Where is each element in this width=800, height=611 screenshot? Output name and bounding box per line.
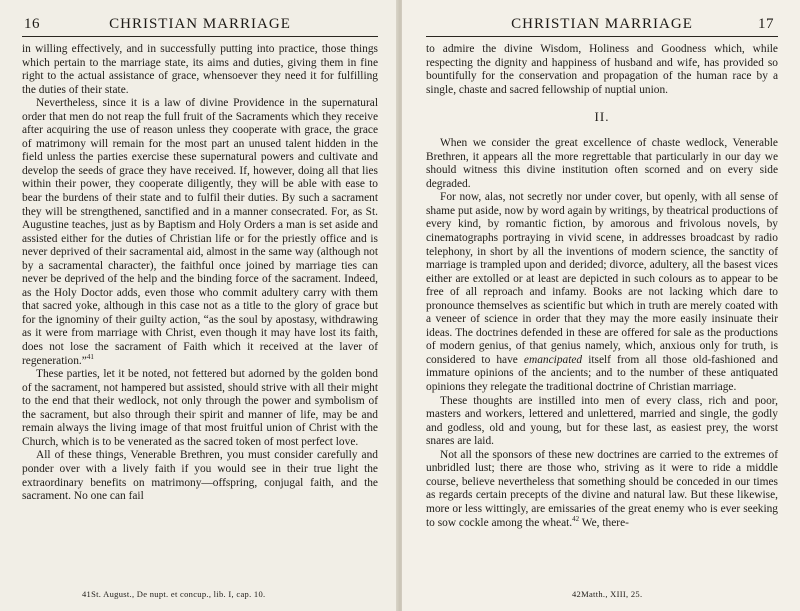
paragraph-text: Not all the sponsors of these new doctrines are carried to the extremes of unbridled lust; there are those who, striving as it were to ride a middle course, believe nevertheless that something should be conceded in our times as regards certain precepts of the divine and natural law. But these likewise, more or less wittingly, are emissaries of the great enemy who is ever seeking to sow cockle among the wheat.: [426, 448, 778, 529]
page-number: 17: [758, 16, 774, 32]
paragraph: in willing effectively, and in successfully putting into practice, those things which pertain to the marriage state, its aims and duties, giving them in fine right to the actual assistance of grace, whensoever they need it for fulfilling the duties of their state.: [22, 43, 378, 96]
right-page-header: [426, 14, 778, 37]
footnote-marker: 41: [86, 352, 94, 361]
paragraph: [426, 449, 778, 530]
paragraph-text: Nevertheless, since it is a law of divine Providence in the supernatural order that men do not reap the full fruit of the Sacraments which they receive after acquiring the use of reason unless they cooperate with grace, the grace of matrimony will remain for the most part an unused talent hidden in the field unless the parties exercise these supernatural powers and cultivate and develop the seeds of grace they have received. If, however, doing all that lies within their power, they cooperate diligently, they will be able with ease to bear the burdens of their state and to fulfil their duties. By such a sacrament they will be strengthened, sanctified and in a manner consecrated. For, as St. Augustine teaches, just as by Baptism and Holy Orders a man is set aside and assisted either for the duties of Christian life or for the priestly office and is never deprived of their sacramental aid, almost in the same way (although not by a sacramental character), the faithful once joined by marriage ties can never be deprived of the help and the binding force of the sacrament. Indeed, as the Holy Doctor adds, even those who commit adultery carry with them that sacred yoke, although in this case not as a title to the glory of grace but for the ignominy of their guilty action, “as the soul by apostasy, withdrawing as it were from marriage with Christ, even though it may have lost its faith, does not lose the sacrament of Faith which it received at the laver of regeneration.”: [22, 97, 378, 367]
paragraph-text: We, there-: [579, 516, 629, 529]
paragraph: [426, 191, 778, 394]
paragraph: All of these things, Venerable Brethren, you must consider carefully and ponder over with a lively faith if you would see in their true light the extraordinary benefits on matrimony—offspring, conjugal faith, and the sacrament. No one can fail: [22, 449, 378, 503]
paragraph-text: For now, alas, not secretly nor under cover, but openly, with all sense of shame put aside, now by word again by writings, by theatrical productions of every kind, by romantic fiction, by amorous and frivolous novels, by cinematographs portraying in vivid scene, in addresses broadcast by radio telephony, in short by all the inventions of modern science, the sanctity of marriage is trampled upon and derided; divorce, adultery, all the basest vices either are extolled or at least are depicted in such colours as to appear to be free of all reproach and infamy. Books are not lacking which dare to pronounce themselves as scientific but which in truth are merely coated with a veneer of science in order that they may the more easily insinuate their ideas. The doctrines defended in these are offered for sale as the productions of modern genius, of that genius namely, which, anxious only for truth, is considered to have: [426, 191, 778, 366]
footnote: 42Matth., XIII, 25.: [572, 589, 643, 599]
left-page-body: [22, 43, 378, 504]
paragraph: When we consider the great excellence of chaste wedlock, Venerable Brethren, it appears all the more regrettable that particularly in our day we should witness this divine institution often scorned and on every side degraded.: [426, 137, 778, 190]
paragraph: These thoughts are instilled into men of every class, rich and poor, masters and workers, lettered and unlettered, married and single, the godly and godless, old and young, but for these last, as easiest prey, the worst snares are laid.: [426, 394, 778, 448]
paragraph: [22, 97, 378, 368]
section-number: II.: [594, 109, 610, 125]
running-title: CHRISTIAN MARRIAGE: [109, 16, 291, 32]
paragraph: These parties, let it be noted, not fettered but adorned by the golden bond of the sacrament, not hampered but assisted, should strive with all their might to the end that their wedlock, not only through the power and symbolism of the sacrament, but also through their spirit and manner of life, may be and remain always the living image of that most fruitful union of Christ with the Church, which is to be venerated as the sacred token of most perfect love.: [22, 368, 378, 448]
right-page: [402, 0, 800, 611]
running-title: CHRISTIAN MARRIAGE: [511, 16, 693, 32]
paragraph: to admire the divine Wisdom, Holiness and Goodness which, while respecting the dignity and happiness of husband and wife, has provided so bountifully for the conservation and propagation of the human race by a single, chaste and sacred fellowship of nuptial union.: [426, 43, 778, 96]
left-page: [0, 0, 398, 611]
right-page-body: [426, 43, 778, 530]
footnote: 41St. August., De nupt. et concup., lib. I, cap. 10.: [82, 589, 266, 599]
page-number: 16: [24, 16, 40, 32]
left-page-header: [22, 14, 378, 37]
italic-word: emancipated: [523, 353, 583, 366]
paragraph-text: itself from all those old-fashioned and immature opinions of the ancients; and to the number of these antiquated opinions they relegate the traditional doctrine of Christian marriage.: [426, 353, 778, 394]
footnote-marker: 42: [572, 514, 580, 523]
